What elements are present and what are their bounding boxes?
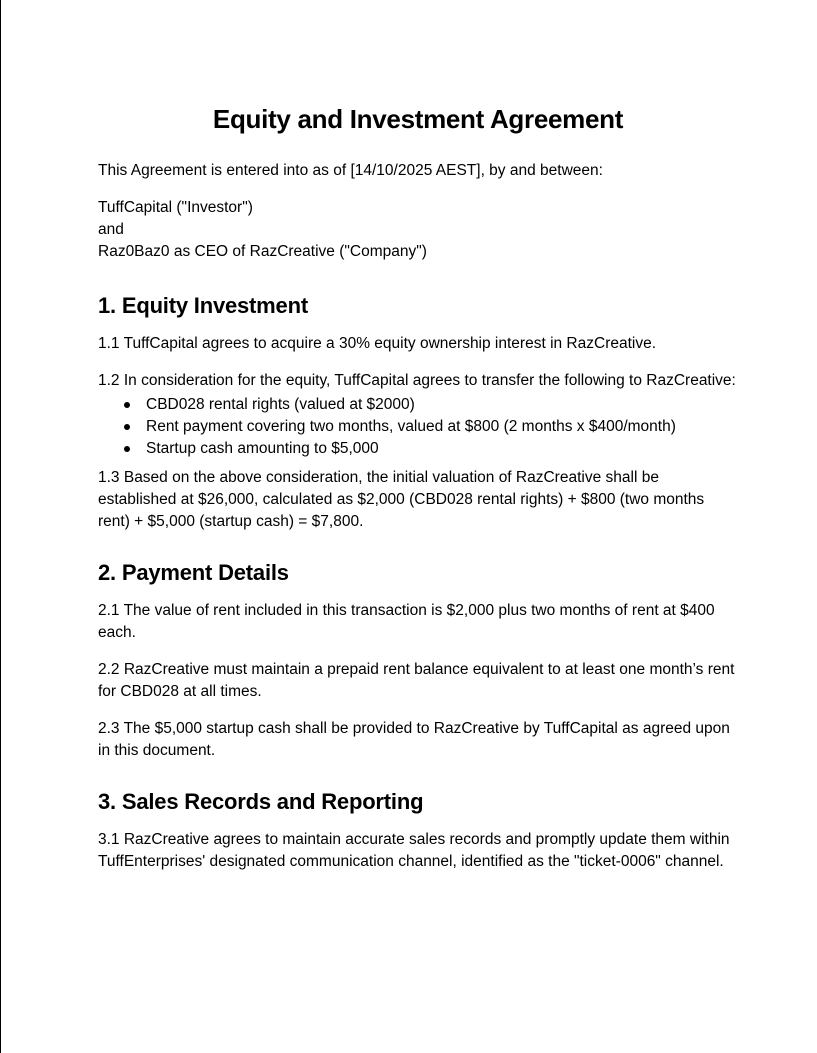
list-item <box>146 438 738 460</box>
consideration-list <box>98 394 738 460</box>
document-body <box>98 100 738 898</box>
document-title: Equity and Investment Agreement <box>212 104 624 134</box>
list-item-text: Rent payment covering two months, valued at $800 (2 months x $400/month) <box>146 418 676 435</box>
bullet-icon <box>124 446 130 452</box>
section-heading: 2. Payment Details <box>98 560 289 585</box>
company-party: Raz0Baz0 as CEO of RazCreative ("Company") <box>98 243 427 260</box>
list-item <box>146 394 738 416</box>
section-heading: 3. Sales Records and Reporting <box>98 789 424 814</box>
list-item <box>146 416 738 438</box>
bullet-icon <box>124 424 130 430</box>
clause-3-1: 3.1 RazCreative agrees to maintain accurate sales records and promptly update them within TuffEnterprises' designated communication channel, identified as the "ticket-0006" channel. <box>98 831 730 870</box>
list-item-text: CBD028 rental rights (valued at $2000) <box>146 396 415 413</box>
section-payment-details <box>98 558 738 762</box>
clause-2-2: 2.2 RazCreative must maintain a prepaid rent balance equivalent to at least one month’s rent for CBD028 at all times. <box>98 661 735 700</box>
section-equity-investment <box>98 291 738 533</box>
party-conjunction: and <box>98 221 124 238</box>
intro-paragraph: This Agreement is entered into as of [14/10/2025 AEST], by and between: <box>98 162 603 179</box>
clause-2-3: 2.3 The $5,000 startup cash shall be provided to RazCreative by TuffCapital as agreed upon in this document. <box>98 720 730 759</box>
list-item-text: Startup cash amounting to $5,000 <box>146 440 379 457</box>
clause-1-2: 1.2 In consideration for the equity, TuffCapital agrees to transfer the following to RazCreative: <box>98 372 736 389</box>
section-sales-records <box>98 787 738 873</box>
bullet-icon <box>124 402 130 408</box>
section-heading: 1. Equity Investment <box>98 293 308 318</box>
clause-1-3: 1.3 Based on the above consideration, the initial valuation of RazCreative shall be established at $26,000, calculated as $2,000 (CBD028 rental rights) + $800 (two months rent) + $5,000 (startup cash) = $7,800. <box>98 469 705 530</box>
parties-block <box>98 197 738 263</box>
clause-2-1: 2.1 The value of rent included in this transaction is $2,000 plus two months of rent at $400 each. <box>98 602 715 641</box>
investor-party: TuffCapital ("Investor") <box>98 199 253 216</box>
clause-1-1: 1.1 TuffCapital agrees to acquire a 30% equity ownership interest in RazCreative. <box>98 335 657 352</box>
